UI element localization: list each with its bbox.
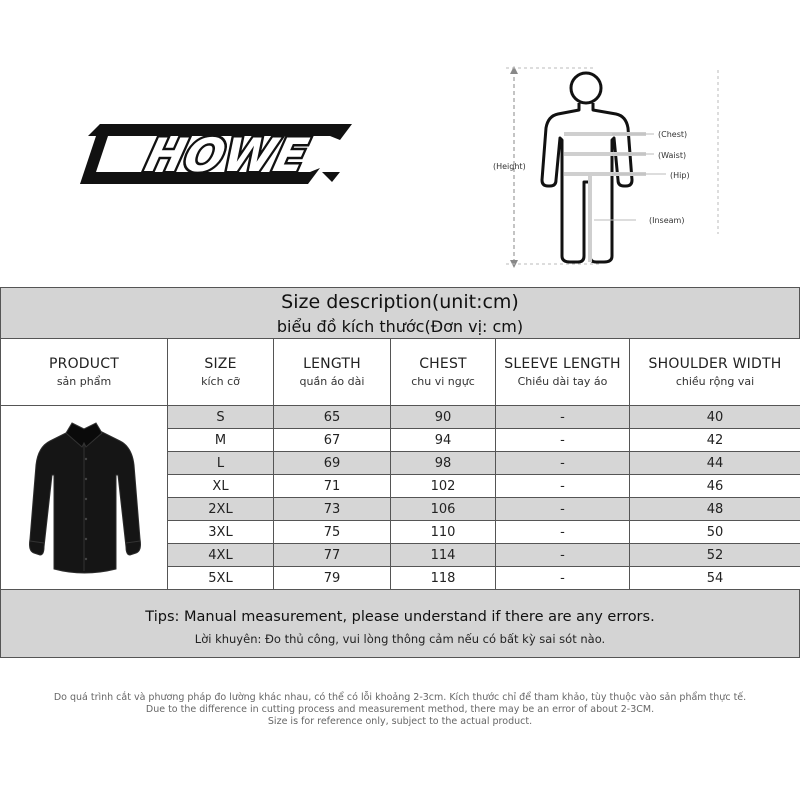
table-cell: 2XL — [168, 498, 274, 521]
col-product — [1, 339, 168, 406]
column-title: SLEEVE LENGTH — [504, 356, 621, 372]
table-cell: L — [168, 452, 274, 475]
table-row — [1, 406, 800, 429]
table-cell: 77 — [274, 544, 391, 567]
table-cell: 73 — [274, 498, 391, 521]
table-cell: 75 — [274, 521, 391, 544]
column-title: SIZE — [204, 356, 237, 372]
table-cell: 40 — [630, 406, 800, 429]
table-cell: - — [496, 475, 630, 498]
tips-band — [0, 589, 800, 658]
col-sleeve-length — [496, 339, 630, 406]
body-measurement-diagram — [486, 62, 722, 272]
column-subtitle: kích cỡ — [201, 375, 240, 388]
table-cell: 46 — [630, 475, 800, 498]
table-cell: 71 — [274, 475, 391, 498]
tips-text-vi: Lời khuyên: Đo thủ công, vui lòng thông cảm nếu có bất kỳ sai sót nào. — [194, 632, 606, 646]
footer-notes — [0, 692, 800, 728]
table-cell: XL — [168, 475, 274, 498]
column-subtitle: chiều rộng vai — [675, 375, 755, 388]
logo-text: HOWE — [139, 129, 313, 183]
footer-line-reference: Size is for reference only, subject to the actual product. — [267, 716, 533, 727]
table-cell: - — [496, 452, 630, 475]
col-length — [274, 339, 391, 406]
table-cell: 48 — [630, 498, 800, 521]
table-cell: 114 — [391, 544, 496, 567]
table-cell: 106 — [391, 498, 496, 521]
table-cell: 90 — [391, 406, 496, 429]
howe-logo — [78, 118, 354, 188]
size-subtitle: biểu đồ kích thước(Đơn vị: cm) — [276, 317, 524, 336]
column-title: CHEST — [419, 356, 467, 372]
table-cell: 54 — [630, 567, 800, 590]
table-cell: - — [496, 498, 630, 521]
table-cell: 3XL — [168, 521, 274, 544]
hip-label: (Hip) — [670, 171, 690, 180]
size-table — [0, 338, 800, 590]
table-cell: 44 — [630, 452, 800, 475]
col-shoulder-width — [630, 339, 800, 406]
table-cell: - — [496, 521, 630, 544]
table-cell: 5XL — [168, 567, 274, 590]
table-cell: 79 — [274, 567, 391, 590]
table-cell: - — [496, 406, 630, 429]
footer-line-vi: Do quá trình cắt và phương pháp đo lường khác nhau, có thể có lỗi khoảng 2-3cm. Kích thước chỉ để tham khảo, tùy thuộc vào sản phẩm thực tế. — [53, 692, 747, 703]
waist-label: (Waist) — [658, 151, 687, 160]
size-header — [0, 287, 800, 339]
table-cell: - — [496, 429, 630, 452]
footer-line-en: Due to the difference in cutting process and measurement method, there may be an error of about 2-3CM. — [145, 704, 655, 715]
inseam-label: (Inseam) — [649, 216, 685, 225]
size-sheet — [0, 287, 800, 658]
table-cell: - — [496, 567, 630, 590]
table-cell: 118 — [391, 567, 496, 590]
table-cell: 102 — [391, 475, 496, 498]
column-subtitle: quần áo dài — [299, 375, 365, 388]
table-cell: 69 — [274, 452, 391, 475]
table-cell: M — [168, 429, 274, 452]
table-cell: 94 — [391, 429, 496, 452]
column-title: PRODUCT — [49, 356, 119, 372]
col-size — [168, 339, 274, 406]
black-shirt-image — [24, 413, 144, 579]
table-cell: 65 — [274, 406, 391, 429]
column-title: SHOULDER WIDTH — [648, 356, 782, 372]
tips-text-en: Tips: Manual measurement, please understand if there are any errors. — [145, 609, 655, 625]
table-cell: S — [168, 406, 274, 429]
column-title: LENGTH — [303, 356, 361, 372]
table-cell: 110 — [391, 521, 496, 544]
column-subtitle: Chiều dài tay áo — [517, 375, 608, 388]
size-title: Size description(unit:cm) — [281, 291, 519, 313]
column-subtitle: sản phẩm — [56, 375, 112, 388]
table-cell: 98 — [391, 452, 496, 475]
column-subtitle: chu vi ngực — [411, 375, 475, 388]
table-cell: 4XL — [168, 544, 274, 567]
height-label: (Height) — [493, 162, 526, 171]
product-image-cell — [1, 406, 168, 590]
table-cell: - — [496, 544, 630, 567]
table-cell: 52 — [630, 544, 800, 567]
table-cell: 50 — [630, 521, 800, 544]
table-header-row — [1, 339, 800, 406]
chest-label: (Chest) — [658, 130, 688, 139]
col-chest — [391, 339, 496, 406]
table-cell: 67 — [274, 429, 391, 452]
table-cell: 42 — [630, 429, 800, 452]
